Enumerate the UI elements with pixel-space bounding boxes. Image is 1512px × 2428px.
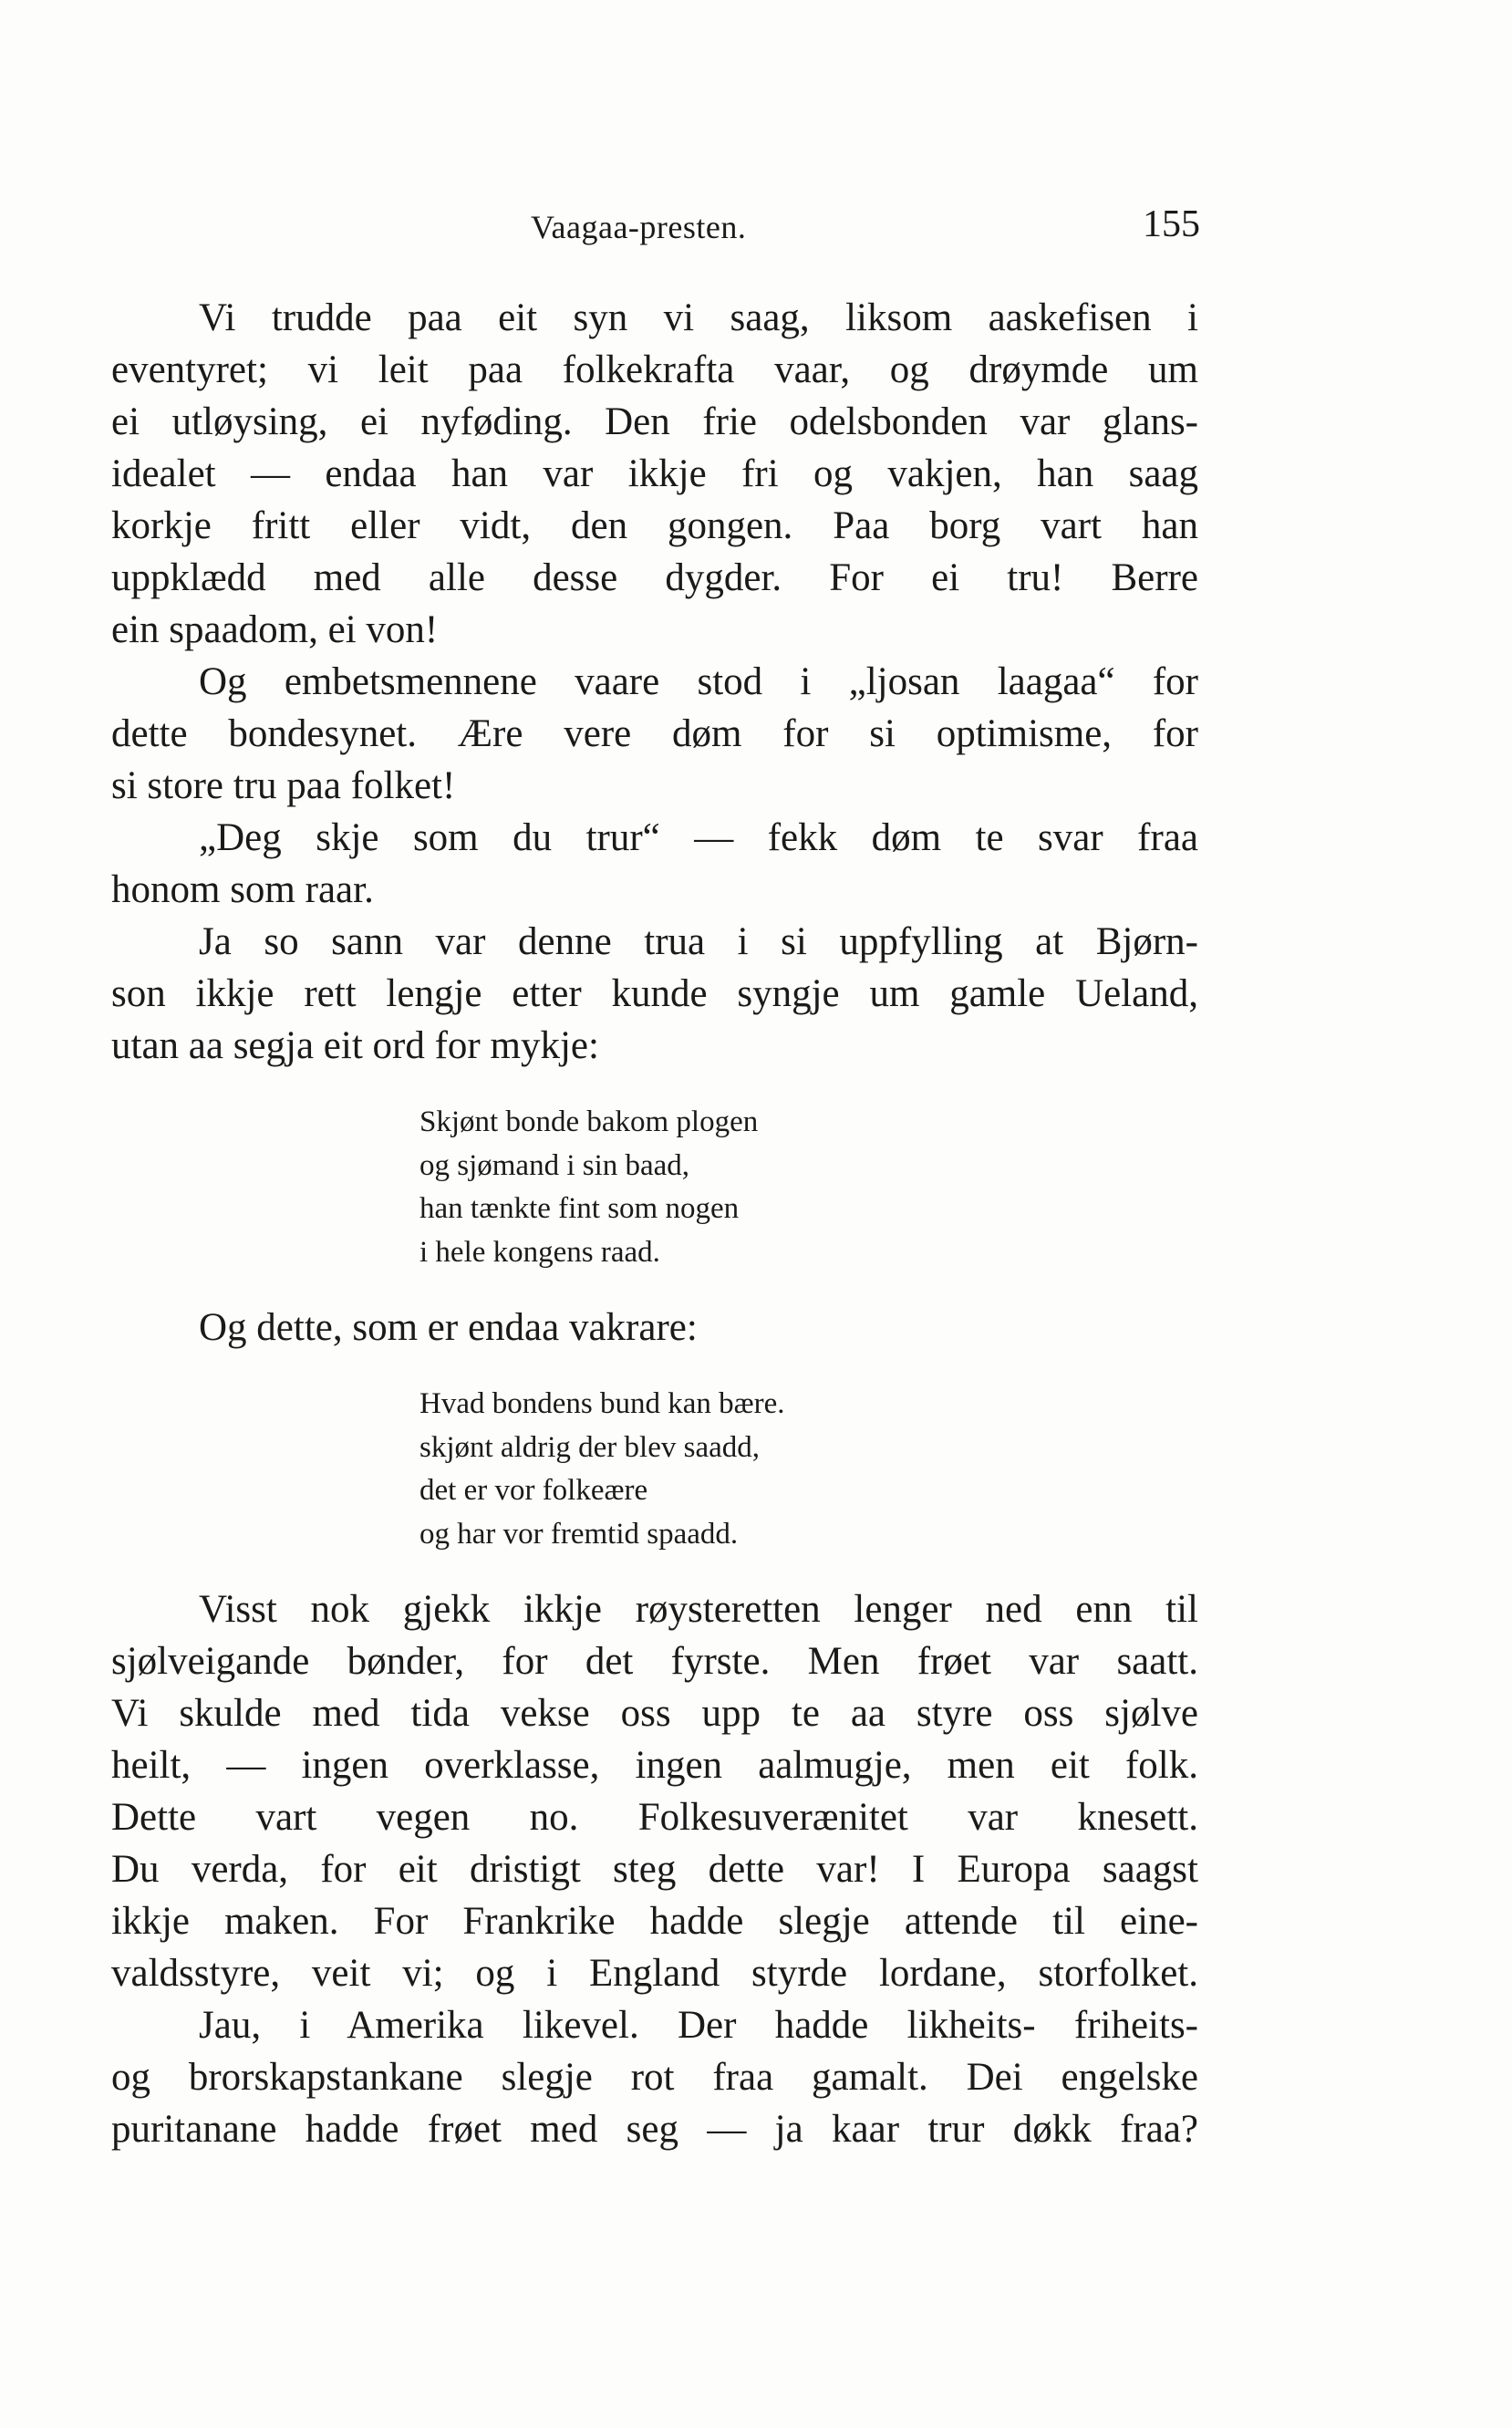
text-line: valdsstyre, veit vi; og i England styrde lordane, storfolket.: [111, 1952, 1198, 1995]
paragraph-2: [111, 656, 1198, 812]
text-line: Vi trudde paa eit syn vi saag, liksom aaskefisen i: [199, 296, 1198, 339]
text-line: idealet — endaa han var ikkje fri og vakjen, han saag: [111, 452, 1198, 495]
text-line: sjølveigande bønder, for det fyrste. Men frøet var saatt.: [111, 1640, 1198, 1683]
text-line: si store tru paa folket!: [111, 764, 456, 807]
verse-line: skjønt aldrig der blev saadd,: [419, 1430, 760, 1464]
verse-line: Hvad bondens bund kan bære.: [419, 1387, 785, 1420]
text-line: korkje fritt eller vidt, den gongen. Paa borg vart han: [111, 504, 1198, 547]
verse-2: [419, 1383, 1198, 1556]
page-number: 155: [1143, 203, 1200, 245]
paragraph-5: [111, 1302, 1198, 1354]
text-line: Visst nok gjekk ikkje røysteretten lenger ned enn til: [199, 1588, 1198, 1631]
verse-line: det er vor folkeære: [419, 1474, 648, 1507]
page-body: [111, 292, 1198, 2155]
paragraph-7: [111, 1999, 1198, 2155]
text-line: Jau, i Amerika likevel. Der hadde likheits- friheits-: [199, 2004, 1198, 2047]
text-line: Du verda, for eit dristigt steg dette var! I Europa saagst: [111, 1848, 1198, 1891]
text-line: Og dette, som er endaa vakrare:: [199, 1306, 698, 1349]
paragraph-4: [111, 916, 1198, 1072]
verse-line: og sjømand i sin baad,: [419, 1148, 690, 1182]
page-header: [111, 202, 1198, 257]
verse-1: [419, 1101, 1198, 1274]
text-line: Dette vart vegen no. Folkesuverænitet var knesett.: [111, 1796, 1198, 1839]
paragraph-6: [111, 1583, 1198, 1999]
text-line: son ikkje rett lengje etter kunde syngje um gamle Ueland,: [111, 972, 1198, 1015]
text-line: Ja so sann var denne trua i si uppfylling at Bjørn-: [199, 920, 1198, 963]
verse-line: og har vor fremtid spaadd.: [419, 1517, 739, 1551]
text-line: utan aa segja eit ord for mykje:: [111, 1024, 599, 1067]
text-line: heilt, — ingen overklasse, ingen aalmugje, men eit folk.: [111, 1744, 1198, 1787]
paragraph-3: [111, 812, 1198, 916]
text-line: ikkje maken. For Frankrike hadde slegje attende til eine-: [111, 1900, 1198, 1943]
text-line: „Deg skje som du trur“ — fekk døm te svar fraa: [199, 816, 1198, 859]
text-line: ei utløysing, ei nyføding. Den frie odelsbonden var glans-: [111, 400, 1198, 443]
verse-line: Skjønt bonde bakom plogen: [419, 1105, 759, 1138]
running-title: Vaagaa-presten.: [531, 209, 747, 245]
text-line: ein spaadom, ei von!: [111, 608, 439, 651]
paragraph-1: [111, 292, 1198, 656]
verse-line: han tænkte fint som nogen: [419, 1192, 740, 1225]
text-line: puritanane hadde frøet med seg — ja kaar trur døkk fraa?: [111, 2108, 1198, 2151]
text-line: og brorskapstankane slegje rot fraa gamalt. Dei engelske: [111, 2056, 1198, 2099]
text-line: uppklædd med alle desse dygder. For ei tru! Berre: [111, 556, 1198, 599]
text-line: dette bondesynet. Ære vere døm for si optimisme, for: [111, 712, 1198, 755]
text-line: Og embetsmennene vaare stod i „ljosan laagaa“ for: [199, 660, 1198, 703]
text-line: eventyret; vi leit paa folkekrafta vaar, og drøymde um: [111, 348, 1198, 391]
verse-line: i hele kongens raad.: [419, 1235, 660, 1269]
text-line: honom som raar.: [111, 868, 374, 911]
text-line: Vi skulde med tida vekse oss upp te aa styre oss sjølve: [111, 1692, 1198, 1735]
